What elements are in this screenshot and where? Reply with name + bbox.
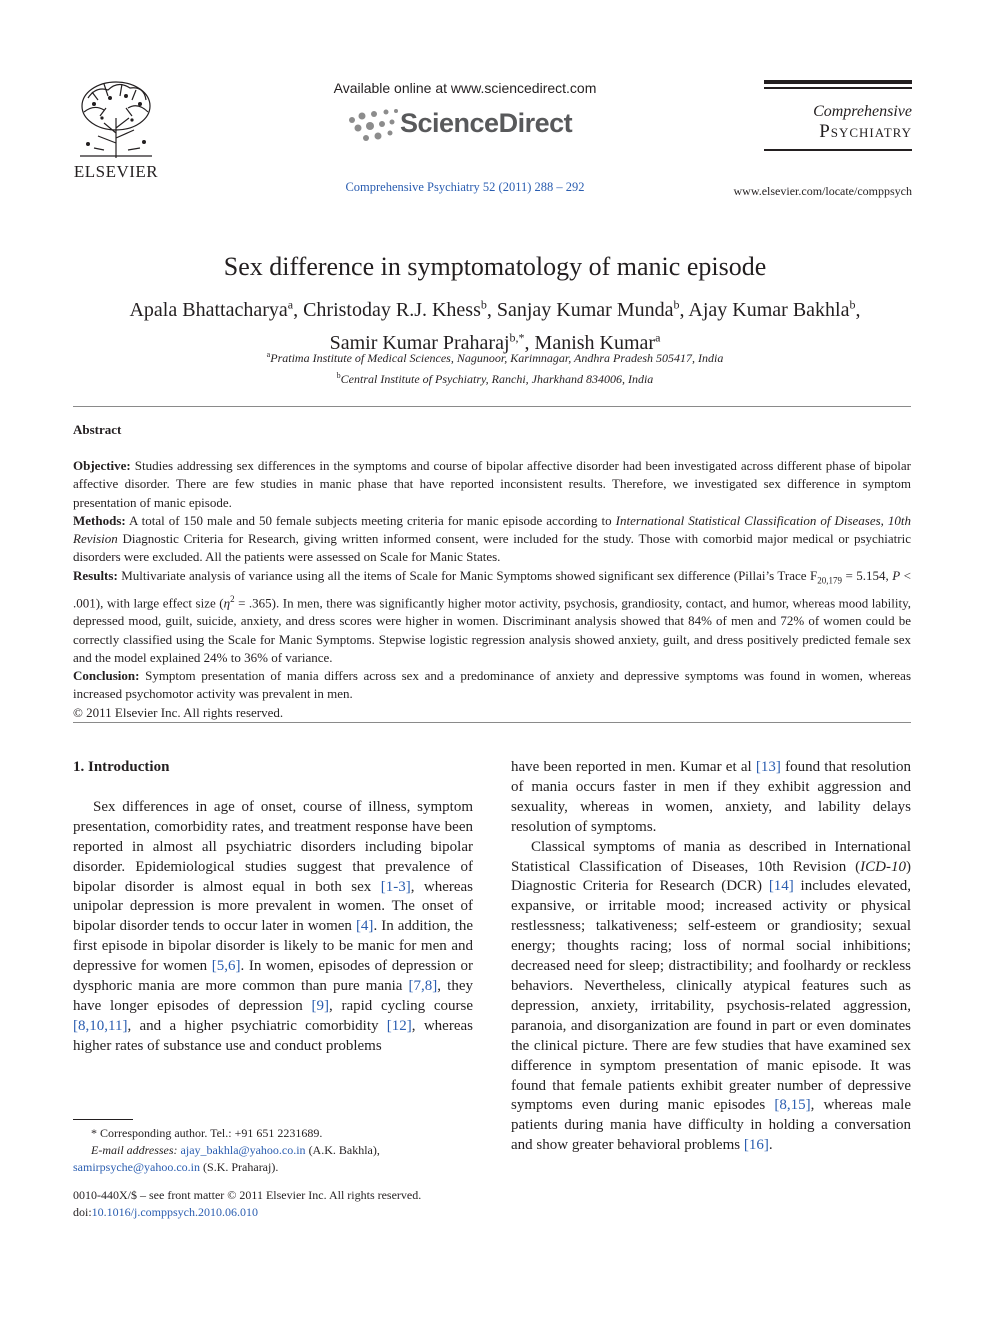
paragraph: Classical symptoms of mania as described in International Statistical Classification of Diseases, 10th Revision (ICD-10) Diagnostic Criteria for Research (DCR) [14] includes elevated, expansive, or irritable mood; increased activity or physical restlessness; talkativeness; self-esteem or grandiosity; sexual energy; thoughts racing; loss of normal social inhibitions; decreased need for sleep; distractibility; and foolhardy or reckless behaviors. Nevertheless, clinically atypical features such as depression, anxiety, irritability, psychosis-related aggression, paranoia, and disorganization are found in part or even dominates the clinical picture. There are few studies that have examined sex difference in symptom presentation of manic episode. It was found that female patients exhibit greater number of depressive symptoms even during manic episodes [8,15], whereas male patients during mania have difficulty in holding a conversation and show greater behavioral problems [16]. — [511, 838, 912, 1154]
sciencedirect-block — [300, 80, 630, 195]
paragraph: Sex differences in age of onset, course of illness, symptom presentation, comorbidity rates, and treatment response have been reported in almost all psychiatric disorders including bipolar disorder. Epidemiological studies suggest that prevalence of bipolar disorder is almost equal in both sex [1-3], whereas unipolar depression is more prevalent in women. The onset of bipolar disorder tends to occur later in women [4]. In addition, the first episode in bipolar disorder is likely to be manic for men and depressive for women [5,6]. In women, episodes of depression or dysphoric mania are more common than pure mania [7,8], they have longer episodes of depression [9], rapid cycling course [8,10,11], and a higher psychiatric comorbidity [12], whereas higher rates of substance use and conduct problems — [73, 798, 473, 1054]
sciencedirect-dots-icon — [344, 106, 404, 146]
divider — [73, 406, 911, 407]
email-link[interactable]: samirpsyche@yahoo.co.in — [73, 1160, 201, 1174]
article-title: Sex difference in symptomatology of manic episode — [223, 252, 767, 281]
journal-name-line1: Comprehensive — [813, 103, 912, 120]
citation-link[interactable]: [16] — [743, 1137, 769, 1154]
journal-masthead — [764, 80, 912, 151]
divider — [73, 722, 911, 723]
citation-link[interactable]: [13] — [755, 759, 781, 775]
affiliations — [0, 346, 990, 388]
publisher-name: ELSEVIER — [73, 162, 159, 181]
doi-link[interactable]: 10.1016/j.comppsych.2010.06.010 — [91, 1205, 258, 1219]
abstract-body — [73, 457, 911, 722]
abstract-heading: Abstract — [73, 422, 122, 437]
abstract-copyright: © 2011 Elsevier Inc. All rights reserved. — [73, 704, 284, 720]
author: Sanjay Kumar Munda$^b$, — [496, 297, 689, 321]
author: Samir Kumar Praharaj$^{b,*}$, — [329, 330, 535, 355]
abstract-objective: Objective: Studies addressing sex differences in the symptoms and course of bipolar affective disorder had been investigated across different phase of bipolar affective disorder. There are few studies in manic phase that have reported inconsistent results. Therefore, we investigated sex difference in symptom presentation of manic episode. — [73, 458, 912, 510]
available-online-text: Available online at www.sciencedirect.com — [333, 80, 597, 96]
elsevier-tree-icon — [74, 78, 158, 160]
masthead-rule — [764, 149, 912, 151]
author: Ajay Kumar Bakhla$^b$, — [688, 297, 861, 321]
right-column — [511, 758, 911, 1156]
citation-link[interactable]: [14] — [768, 878, 794, 895]
paragraph: have been reported in men. Kumar et al [13] found that resolution of mania occurs faster in men if they exhibit aggression and sexuality, whereas in women, anxiety, and lability delays resolution of symptoms. — [511, 759, 911, 835]
citation-link[interactable]: [1-3] — [380, 878, 411, 895]
issn-line: 0010-440X/$ – see front matter © 2011 Elsevier Inc. All rights reserved. — [73, 1188, 422, 1202]
citation-link[interactable]: [4] — [355, 918, 374, 935]
masthead-rule — [764, 87, 912, 89]
journal-url[interactable]: www.elsevier.com/locate/comppsych — [733, 184, 912, 198]
citation-link[interactable]: [9] — [311, 997, 329, 1014]
journal-citation[interactable]: Comprehensive Psychiatry 52 (2011) 288 – 292 — [345, 180, 585, 194]
issn-block — [73, 1187, 493, 1221]
citation-link[interactable]: [8,15] — [774, 1097, 811, 1114]
author: Christoday R.J. Khess$^b$, — [303, 297, 497, 321]
elsevier-logo — [70, 78, 162, 184]
sciencedirect-logo — [300, 104, 630, 148]
corresponding-author: * Corresponding author. Tel.: +91 651 2231689. — [91, 1126, 323, 1140]
citation-link[interactable]: [7,8] — [408, 978, 438, 995]
sciencedirect-wordmark: ScienceDirect — [400, 108, 573, 138]
author: Manish Kumar$^a$ — [534, 330, 661, 355]
affiliation: $^a$Pratima Institute of Medical Sciences, Nagunoor, Karimnagar, Andhra Pradesh 505417, India — [266, 350, 724, 365]
footnotes — [73, 1125, 473, 1176]
email-addresses-cont: samirpsyche@yahoo.co.in (S.K. Praharaj). — [73, 1160, 279, 1174]
abstract-methods: Methods: A total of 150 male and 50 female subjects meeting criteria for manic episode according to International Statistical Classification of Diseases, 10th Revision Diagnostic Criteria for Research, giving written informed consent, were included for the study. Those with comorbid major medical or psychiatric disorders were excluded. All the patients were assessed on Scale for Manic States. — [73, 512, 912, 565]
footnote-divider — [73, 1119, 133, 1120]
email-link[interactable]: ajay_bakhla@yahoo.co.in — [180, 1143, 306, 1157]
email-addresses: E-mail addresses: ajay_bakhla@yahoo.co.in (A.K. Bakhla), — [91, 1143, 380, 1157]
citation-link[interactable]: [5,6] — [211, 958, 241, 975]
citation-link[interactable]: [12] — [386, 1017, 412, 1034]
masthead-rule — [764, 80, 912, 84]
journal-name-line2: Psychiatry — [819, 121, 912, 142]
author: Apala Bhattacharya$^a$, — [129, 297, 304, 321]
doi-line: doi:10.1016/j.comppsych.2010.06.010 — [73, 1205, 258, 1219]
affiliation: $^b$Central Institute of Psychiatry, Ranchi, Jharkhand 834006, India — [336, 371, 654, 386]
left-column — [73, 758, 473, 1057]
abstract-conclusion: Conclusion: Symptom presentation of mania differs across sex and a predominance of anxiety and depressive symptoms was found in women, whereas increased psychomotor activity was prevalent in men. — [73, 668, 912, 702]
citation-link[interactable]: [8,10,11] — [73, 1017, 128, 1034]
abstract-results: Results: Multivariate analysis of variance using all the items of Scale for Manic Symptoms showed significant sex difference (Pillai’s Trace $F_{20,179} = 5.154$, P < .001), with large effect size $(\eta^2 = .365)$. In men, there was significantly higher motor activity, psychosis, grandiosity, contact, and humor, whereas mood lability, depressed mood, guilt, suicide, anxiety, and dress scores were higher in women. Discriminant analysis showed that 84% of men and 72% of women could be correctly classified using the Scale for Manic Symptoms. Stepwise logistic regression analysis showed anxiety, guilt, and dress positively predicted female sex and the model explained 24% to 36% of variance. — [73, 567, 911, 665]
section-heading: 1. Introduction — [73, 759, 170, 775]
